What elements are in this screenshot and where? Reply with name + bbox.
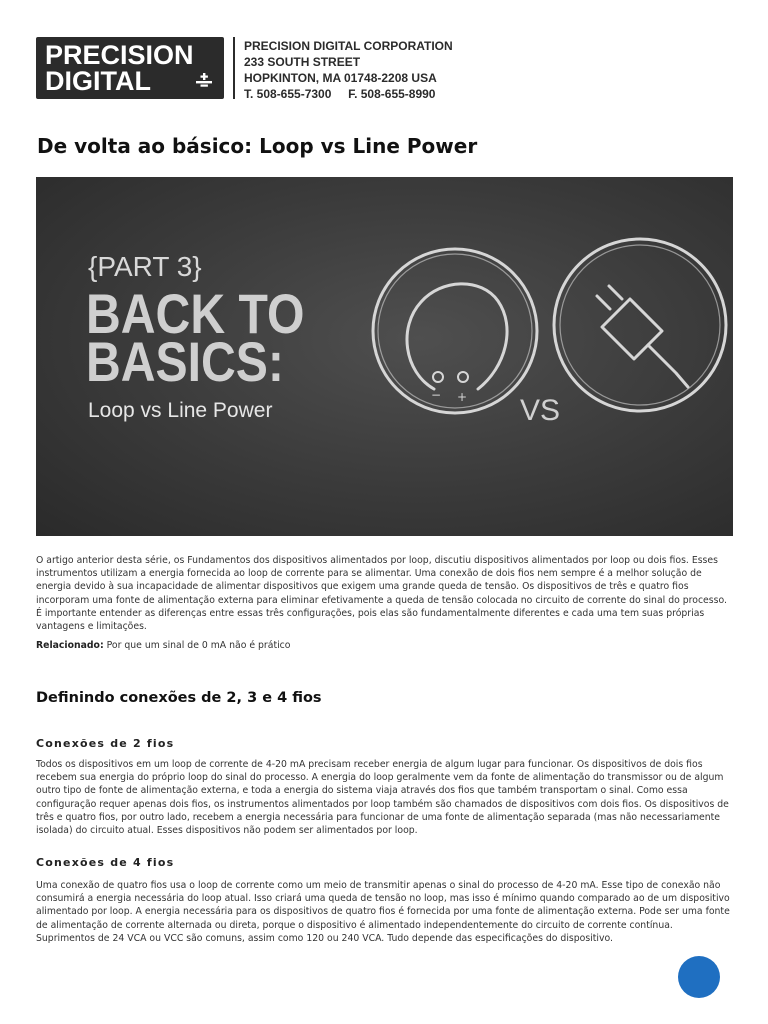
hero-minus-sign: −: [431, 388, 442, 402]
hero-part-label: {PART 3}: [88, 251, 202, 282]
hero-image: [36, 177, 733, 536]
related-link[interactable]: [36, 640, 290, 651]
subheading-2-wire: Conexões de 2 fios: [36, 737, 175, 750]
plus-minus-logo-icon: [196, 73, 212, 89]
intro-paragraph: O artigo anterior desta série, os Fundamentos dos dispositivos alimentados por loop, discutiu dispositivos alimentados por loop ou dois fios. Esses instrumentos utilizam a energia fornecida ao loop de corrente para se alimentar. Uma conexão de dois fios nem sempre é a melhor solução de energia devido à sua incapacidade de alimentar dispositivos que exigem uma grande queda de tensão. Os dispositivos de três e quatro fios incorporam uma fonte de alimentação externa para eliminar efetivamente a queda de tensão colocada no circuito de corrente do sinal do processo. É importante entender as diferenças entre essas três configurações, pois elas são fundamentalmente diferentes e cada uma tem suas próprias vantagens e limitações.: [36, 555, 727, 633]
hero-subtitle: Loop vs Line Power: [88, 399, 273, 422]
loop-power-circle-icon: [373, 249, 537, 413]
hero-vs-label: VS: [520, 394, 561, 427]
city-address: HOPKINTON, MA 01748-2208 USA: [244, 71, 437, 85]
section-heading: Definindo conexões de 2, 3 e 4 fios: [36, 690, 322, 706]
related-label: Relacionado:: [36, 640, 104, 651]
contact-numbers: [244, 86, 453, 102]
company-logo: [36, 37, 224, 99]
logo-text-precision: PRECISION: [45, 40, 194, 70]
company-address: [244, 38, 453, 102]
subheading-4-wire: Conexões de 4 fios: [36, 856, 175, 869]
street-address: 233 SOUTH STREET: [244, 55, 361, 69]
related-link-text[interactable]: Por que um sinal de 0 mA não é prático: [103, 640, 291, 651]
header-divider: [233, 37, 235, 99]
fax-number: F. 508-655-8990: [348, 87, 436, 101]
logo-text-digital: DIGITAL: [45, 66, 151, 96]
company-name: PRECISION DIGITAL CORPORATION: [244, 39, 453, 53]
paragraph-2-wire: Todos os dispositivos em um loop de corrente de 4-20 mA precisam receber energia de algum lugar para funcionar. Os dispositivos de dois fios recebem sua energia do próprio loop do sinal do processo. A energia do loop geralmente vem da fonte de alimentação do transmissor ou de algum outro tipo de fonte de alimentação externa, e toda a energia do sistema viaja através dos fios que também transportam o sinal. Como essa configuração requer apenas dois fios, os instrumentos alimentados por loop também são chamados de dispositivos com dois fios. Os dispositivos de três e quatro fios, por outro lado, recebem a energia necessária para funcionar de uma fonte de alimentação separada (mas não necessariamente isolada) do circuito atual. Esses dispositivos não podem ser alimentados por loop.: [36, 759, 729, 837]
phone-number: T. 508-655-7300: [244, 87, 332, 101]
line-power-plug-icon: [554, 239, 726, 411]
hero-heading-line2: BASICS:: [86, 331, 284, 394]
chat-icon[interactable]: [678, 956, 720, 998]
hero-plus-sign: +: [457, 390, 468, 404]
hero-heading-line1: BACK TO: [86, 283, 305, 346]
page-title: De volta ao básico: Loop vs Line Power: [37, 134, 478, 158]
paragraph-4-wire: Uma conexão de quatro fios usa o loop de corrente como um meio de transmitir apenas o sinal do processo de 4-20 mA. Esse tipo de conexão não consumirá a energia necessária do loop atual. Isso criará uma queda de tensão no loop, mas isso é mínimo quando comparado ao de um dispositivo alimentado por loop. A energia necessária para os dispositivos de quatro fios é fornecida por uma fonte de alimentação externa. Pode ser uma fonte de alimentação de corrente alternada ou direta, porque o dispositivo é alimentado independentemente do circuito de corrente contínua. Suprimentos de 24 VCA ou VCC são comuns, assim como 120 ou 240 VCA. Tudo depende das especificações do dispositivo.: [36, 880, 730, 944]
